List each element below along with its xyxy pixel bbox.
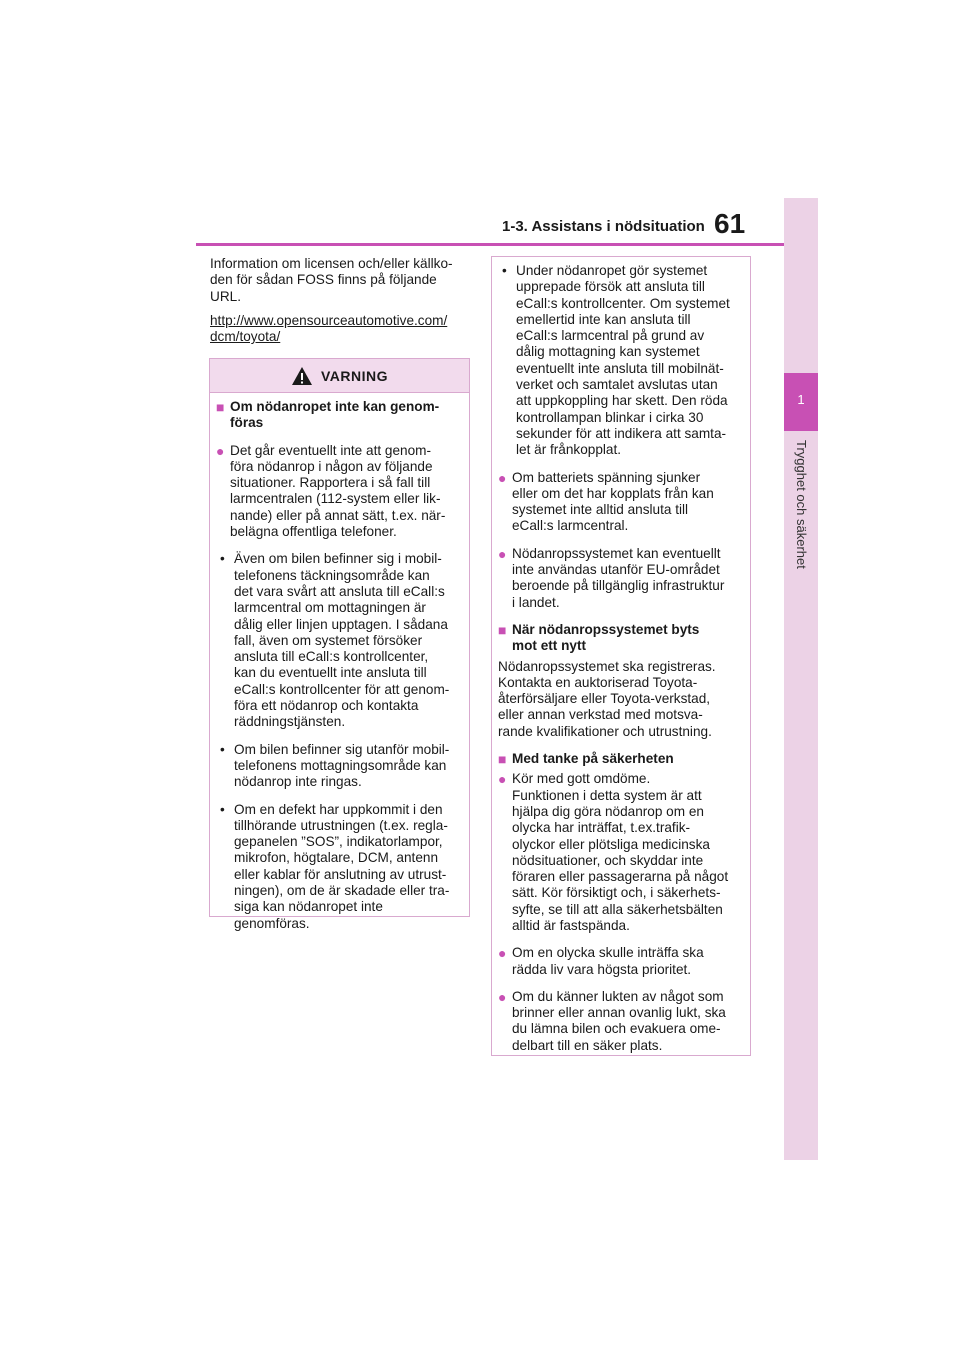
text-line: att uppkoppling har skett. Den röda (516, 393, 728, 409)
text-line: återförsäljare eller Toyota-verkstad, (498, 691, 711, 707)
list-item (498, 546, 742, 611)
text-line: föraren eller passagerarna på något (512, 869, 729, 885)
text-line: Nödanropssystemet kan eventuellt (512, 545, 721, 561)
text-line: mikrofon, högtalare, DCM, antenn (234, 850, 439, 866)
text-line: gepanelen ”SOS”, indikatorlampor, (234, 834, 443, 850)
text-line: beroende på tillgänglig infrastruktur (512, 578, 725, 594)
text-line: du lämna bilen och evakuera ome- (512, 1021, 721, 1037)
text-line: situationer. Rapportera i så fall till (230, 475, 431, 491)
text-line: eCall:s kontrollcenter för att genom- (234, 681, 450, 697)
text-line: nande) eller på annat sätt, t.ex. när- (230, 507, 446, 523)
license-link[interactable]: http://www.opensourceautomotive.com/ (210, 312, 448, 328)
text-line: kan du eventuellt inte ansluta till (234, 665, 427, 681)
text-line: inte användas utanför EU-området (512, 562, 720, 578)
text-line: Även om bilen befinner sig i mobil- (234, 551, 442, 567)
intro-line: Information om licensen och/eller källko- (210, 256, 453, 271)
license-link[interactable]: dcm/toyota/ (210, 329, 281, 345)
intro-line: URL. (210, 288, 241, 304)
heading-line: föras (230, 415, 264, 431)
text-line: brinner eller annan ovanlig lukt, ska (512, 1005, 726, 1021)
text-line: Kör med gott omdöme. (512, 771, 651, 787)
text-line: systemet inte alltid ansluta till (512, 502, 689, 518)
bullet-marker: • (502, 263, 507, 278)
list-item (216, 802, 461, 932)
text-line: ningen), om de är skadade eller tra- (234, 883, 450, 899)
text-line: olyckor eller plötsliga medicinska (512, 836, 710, 852)
text-line: föra nödanrop i någon av följande (230, 458, 433, 474)
dot-marker-icon: ● (216, 442, 225, 459)
square-marker-icon: ■ (498, 751, 507, 768)
list-item (498, 470, 742, 535)
text-line: Om en defekt har uppkommit i den (234, 801, 443, 817)
text-line: eller kablar för anslutning av utrust- (234, 866, 447, 882)
text-line: nödsituationer, och skyddar inte (512, 852, 704, 868)
text-line: belägna offentliga telefoner. (230, 524, 397, 540)
intro-line: den för sådan FOSS finns på följande (210, 272, 437, 288)
dot-marker-icon: ● (498, 945, 507, 962)
section-heading (498, 622, 742, 655)
text-line: larmcentralen (112-system eller lik- (230, 491, 441, 507)
text-line: i landet. (512, 594, 560, 610)
text-line: sekunder för att indikera att samta- (516, 425, 727, 441)
warning-box (209, 358, 470, 931)
text-line: eCall:s kontrollcenter. Om systemet (516, 295, 730, 311)
text-line: eCall:s larmcentral. (512, 518, 629, 534)
list-item (498, 945, 742, 978)
text-line: eller annan verkstad med motsva- (498, 707, 703, 723)
list-item (498, 263, 742, 459)
warning-triangle-icon (291, 366, 313, 386)
text-line: syfte, se till att alla säkerhetsbälten (512, 901, 723, 917)
text-line: dålig mottagning kan systemet (516, 344, 700, 360)
text-line: siga kan nödanropet inte (234, 899, 383, 915)
text-line: telefonens mottagningsområde kan (234, 757, 447, 773)
header-rule (196, 243, 784, 246)
page-number: 61 (714, 208, 746, 239)
text-line: ansluta till eCall:s kontrollcenter, (234, 649, 429, 665)
chapter-number: 1 (797, 392, 805, 407)
text-line: eventuellt inte ansluta till mobilnät- (516, 360, 724, 376)
text-line: Om bilen befinner sig utanför mobil- (234, 741, 450, 757)
warning-header (210, 359, 469, 393)
text-line: fall, även om systemet försöker (234, 632, 423, 648)
continued-warning-box (491, 256, 751, 1056)
chapter-label: Trygghet och säkerhet (794, 440, 809, 569)
dot-marker-icon: ● (498, 545, 507, 562)
heading-line: Om nödanropet inte kan genom- (230, 399, 440, 414)
dot-marker-icon: ● (498, 469, 507, 486)
intro-text (210, 256, 470, 345)
paragraph (498, 659, 742, 740)
text-line: sätt. Kör försiktigt och, i säkerhets- (512, 885, 721, 901)
list-item (216, 443, 461, 541)
text-line: Funktionen i detta system är att (512, 787, 702, 803)
section-title: 1-3. Assistans i nödsituation (502, 218, 705, 235)
text-line: upprepade försök att ansluta till (516, 279, 705, 295)
list-item (216, 742, 461, 791)
heading-line: Med tanke på säkerheten (512, 751, 674, 767)
text-line: kontrollampan blinkar i cirka 30 (516, 409, 704, 425)
text-line: Det går eventuellt inte att genom- (230, 442, 431, 458)
text-line: emellertid inte kan ansluta till (516, 311, 691, 327)
text-line: dålig eller linjen upptagen. I sådana (234, 616, 448, 632)
text-line: Om batteriets spänning sjunker (512, 469, 701, 485)
bullet-marker: • (220, 551, 225, 567)
list-item (498, 771, 742, 934)
text-line: det vara svårt att ansluta till eCall:s (234, 583, 445, 599)
side-tab (784, 198, 818, 1160)
text-line: alltid är fastspända. (512, 917, 630, 933)
bullet-marker: • (220, 741, 225, 757)
text-line: verket och samtalet avslutas utan (516, 377, 718, 393)
text-line: let är frånkopplat. (516, 442, 622, 458)
text-line: rande kvalifikationer och utrustning. (498, 723, 712, 739)
text-line: Nödanropssystemet ska registreras. (498, 658, 716, 674)
dot-marker-icon: ● (498, 771, 507, 788)
text-line: Om en olycka skulle inträffa ska (512, 945, 704, 961)
text-line: eCall:s larmcentral på grund av (516, 328, 705, 344)
text-line: rädda liv vara högsta prioritet. (512, 961, 692, 977)
bullet-marker: • (220, 801, 225, 817)
square-marker-icon: ■ (216, 399, 225, 415)
text-line: tillhörande utrustningen (t.ex. regla- (234, 817, 448, 833)
text-line: räddningstjänsten. (234, 714, 346, 730)
heading-line: mot ett nytt (512, 638, 587, 654)
warning-title: VARNING (320, 367, 389, 384)
text-line: hjälpa dig göra nödanrop om en (512, 803, 704, 819)
text-line: nödanrop inte ringas. (234, 774, 362, 790)
text-line: telefonens täckningsområde kan (234, 567, 430, 583)
text-line: larmcentral om mottagningen är (234, 600, 426, 616)
text-line: olycka har inträffat, t.ex.trafik- (512, 820, 691, 836)
warning-heading (216, 399, 461, 432)
text-line: föra ett nödanrop och kontakta (234, 698, 419, 714)
section-heading (498, 751, 742, 767)
text-line: genomföras. (234, 915, 310, 931)
text-line: eller om det har kopplats från kan (512, 485, 714, 501)
heading-line: När nödanropssystemet byts (512, 621, 700, 637)
text-line: Kontakta en auktoriserad Toyota- (498, 674, 698, 690)
text-line: delbart till en säker plats. (512, 1037, 663, 1053)
text-line: Om du känner lukten av något som (512, 988, 724, 1004)
dot-marker-icon: ● (498, 988, 507, 1005)
list-item (498, 989, 742, 1054)
text-line: Under nödanropet gör systemet (516, 263, 708, 278)
list-item (216, 551, 461, 730)
square-marker-icon: ■ (498, 621, 507, 638)
